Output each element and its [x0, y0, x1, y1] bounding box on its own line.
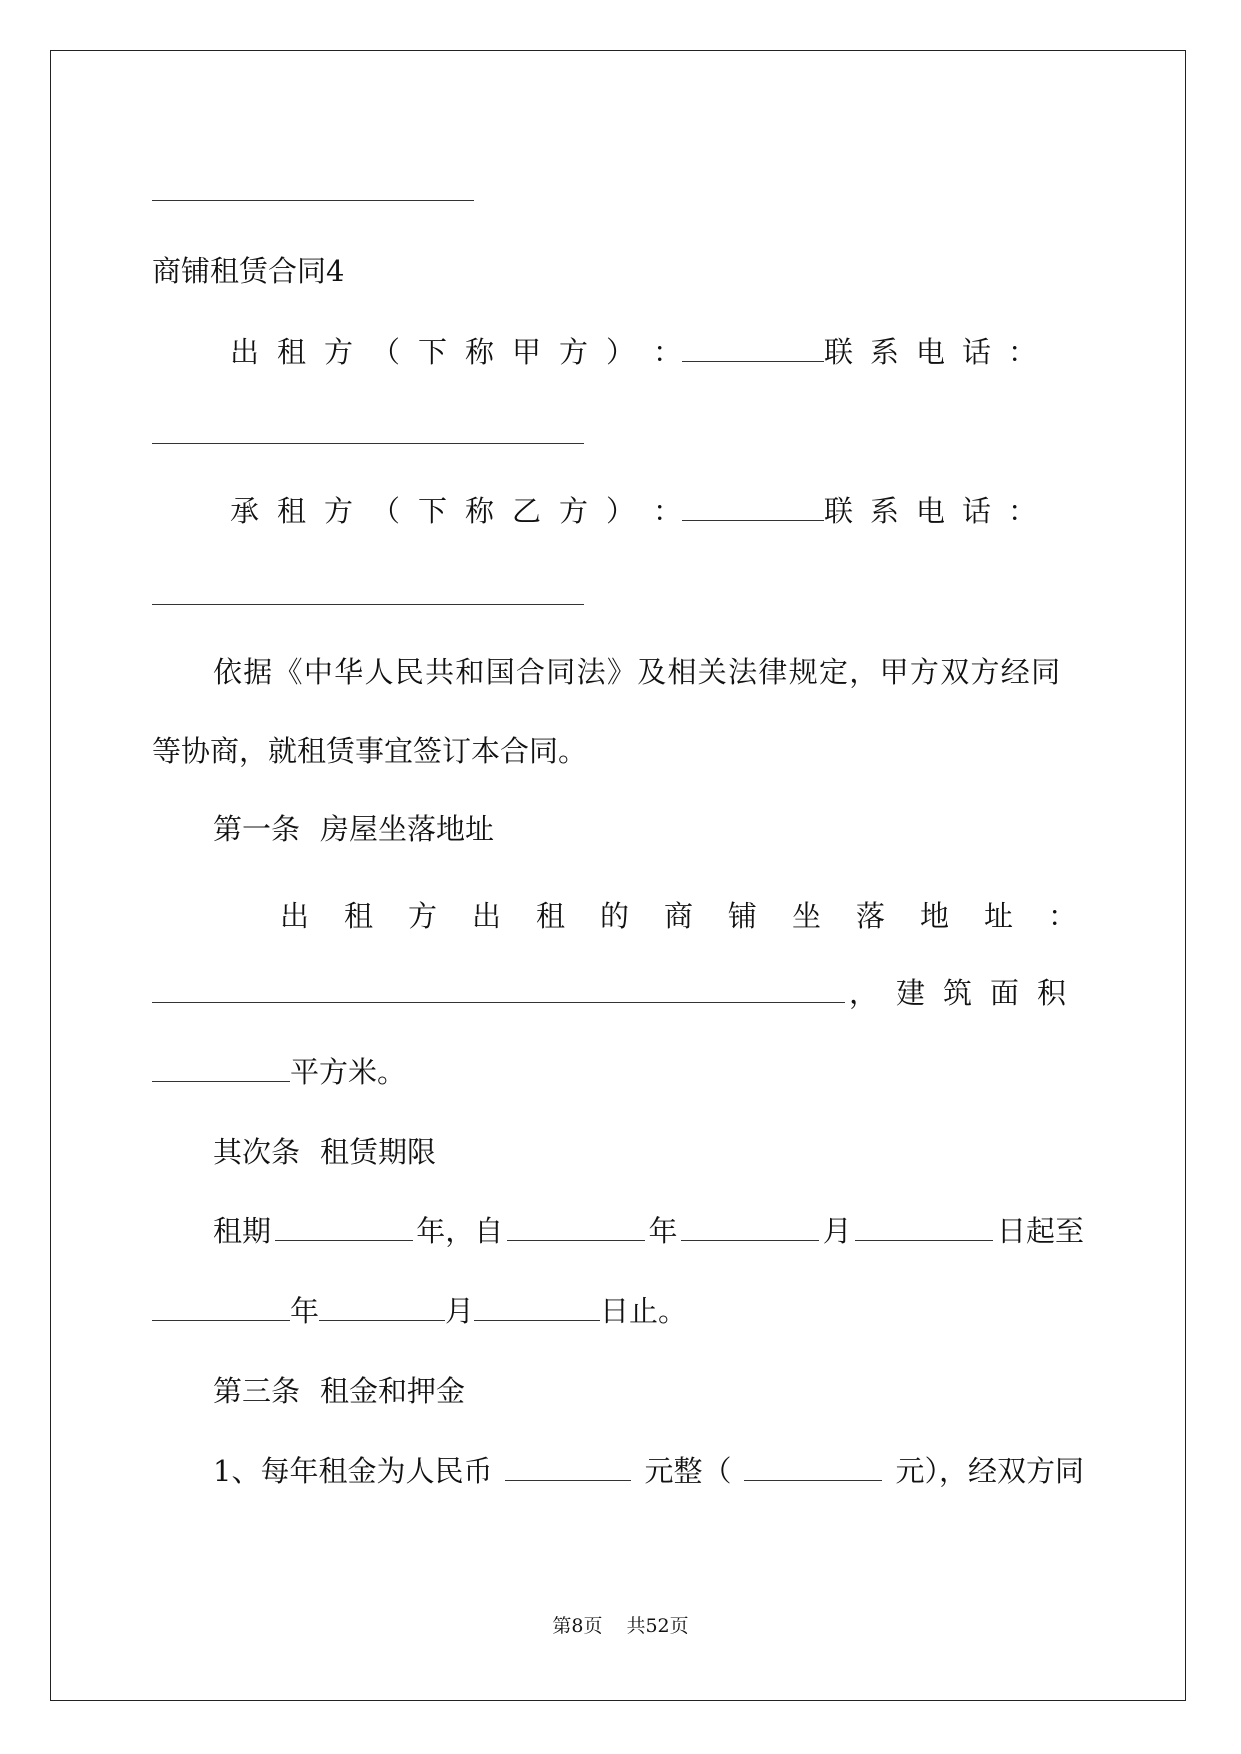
lessee-line [230, 494, 1054, 528]
start-month-label: 月 [822, 1214, 852, 1248]
article-3-number: 第三条 [213, 1374, 301, 1408]
start-year-label: 年 [648, 1214, 678, 1248]
end-year-label: 年 [290, 1294, 320, 1328]
lessee-phone-blank [152, 604, 584, 605]
area-label: ，建筑面积 [848, 976, 1084, 1010]
article-1-number: 第一条 [213, 812, 301, 846]
address-line: 出租方出租的商铺坐落地址： [280, 899, 1113, 933]
start-month-blank [681, 1240, 819, 1241]
end-month-label: 月 [445, 1294, 475, 1328]
rent-line [213, 1454, 1084, 1488]
article-2-heading [213, 1135, 1145, 1169]
lessor-line [230, 335, 1054, 369]
rent-figure-blank [744, 1480, 882, 1481]
article-3-heading [213, 1374, 1145, 1408]
end-day-label: 日止。 [600, 1294, 688, 1328]
lessee-colon: ： [653, 494, 683, 528]
lessor-label: 出租方（下称甲方） [230, 335, 654, 369]
lessee-phone-label: 联系电话： [823, 494, 1054, 528]
lessor-name-blank [682, 361, 824, 362]
term-line-1 [213, 1214, 1084, 1248]
article-1-heading [213, 812, 1145, 846]
article-3-title: 租金和押金 [320, 1374, 466, 1408]
intro-line-1: 依据《中华人民共和国合同法》及相关法律规定，甲方双方经同 [213, 655, 1062, 689]
area-blank [152, 1081, 290, 1082]
address-blank [152, 1002, 845, 1003]
page-footer [0, 1617, 1241, 1636]
lessee-label: 承租方（下称乙方） [230, 494, 654, 528]
top-blank-line [152, 200, 474, 201]
term-years-blank [275, 1240, 413, 1241]
page-number: 第8页 [552, 1615, 603, 1637]
page-total: 共52页 [626, 1615, 689, 1637]
start-year-blank [507, 1240, 645, 1241]
contract-title: 商铺租赁合同4 [152, 254, 345, 288]
area-line [152, 976, 1084, 1010]
rent-yuan-full: 元整（ [644, 1454, 732, 1488]
start-day-label: 日起至 [996, 1214, 1084, 1248]
term-label: 租期 [213, 1214, 272, 1248]
article-2-title: 租赁期限 [320, 1135, 437, 1169]
article-2-number: 其次条 [213, 1135, 301, 1169]
term-year-from: 年，自 [416, 1214, 504, 1248]
lessor-phone-label: 联系电话： [823, 335, 1054, 369]
end-month-blank [319, 1320, 445, 1321]
start-day-blank [855, 1240, 993, 1241]
lessor-phone-blank [152, 443, 584, 444]
term-line-2 [152, 1294, 1084, 1328]
end-day-blank [474, 1320, 600, 1321]
rent-amount-blank [505, 1480, 631, 1481]
intro-line-2: 等协商，就租赁事宜签订本合同。 [152, 734, 588, 768]
end-year-blank [152, 1320, 290, 1321]
article-1-title: 房屋坐落地址 [320, 812, 495, 846]
area-unit-line [152, 1055, 1084, 1089]
rent-yuan-close: 元），经双方同 [895, 1454, 1084, 1488]
lessee-name-blank [682, 520, 824, 521]
rent-prefix: 1、每年租金为人民币 [213, 1454, 493, 1488]
lessor-colon: ： [653, 335, 683, 369]
area-unit: 平方米。 [290, 1055, 407, 1089]
